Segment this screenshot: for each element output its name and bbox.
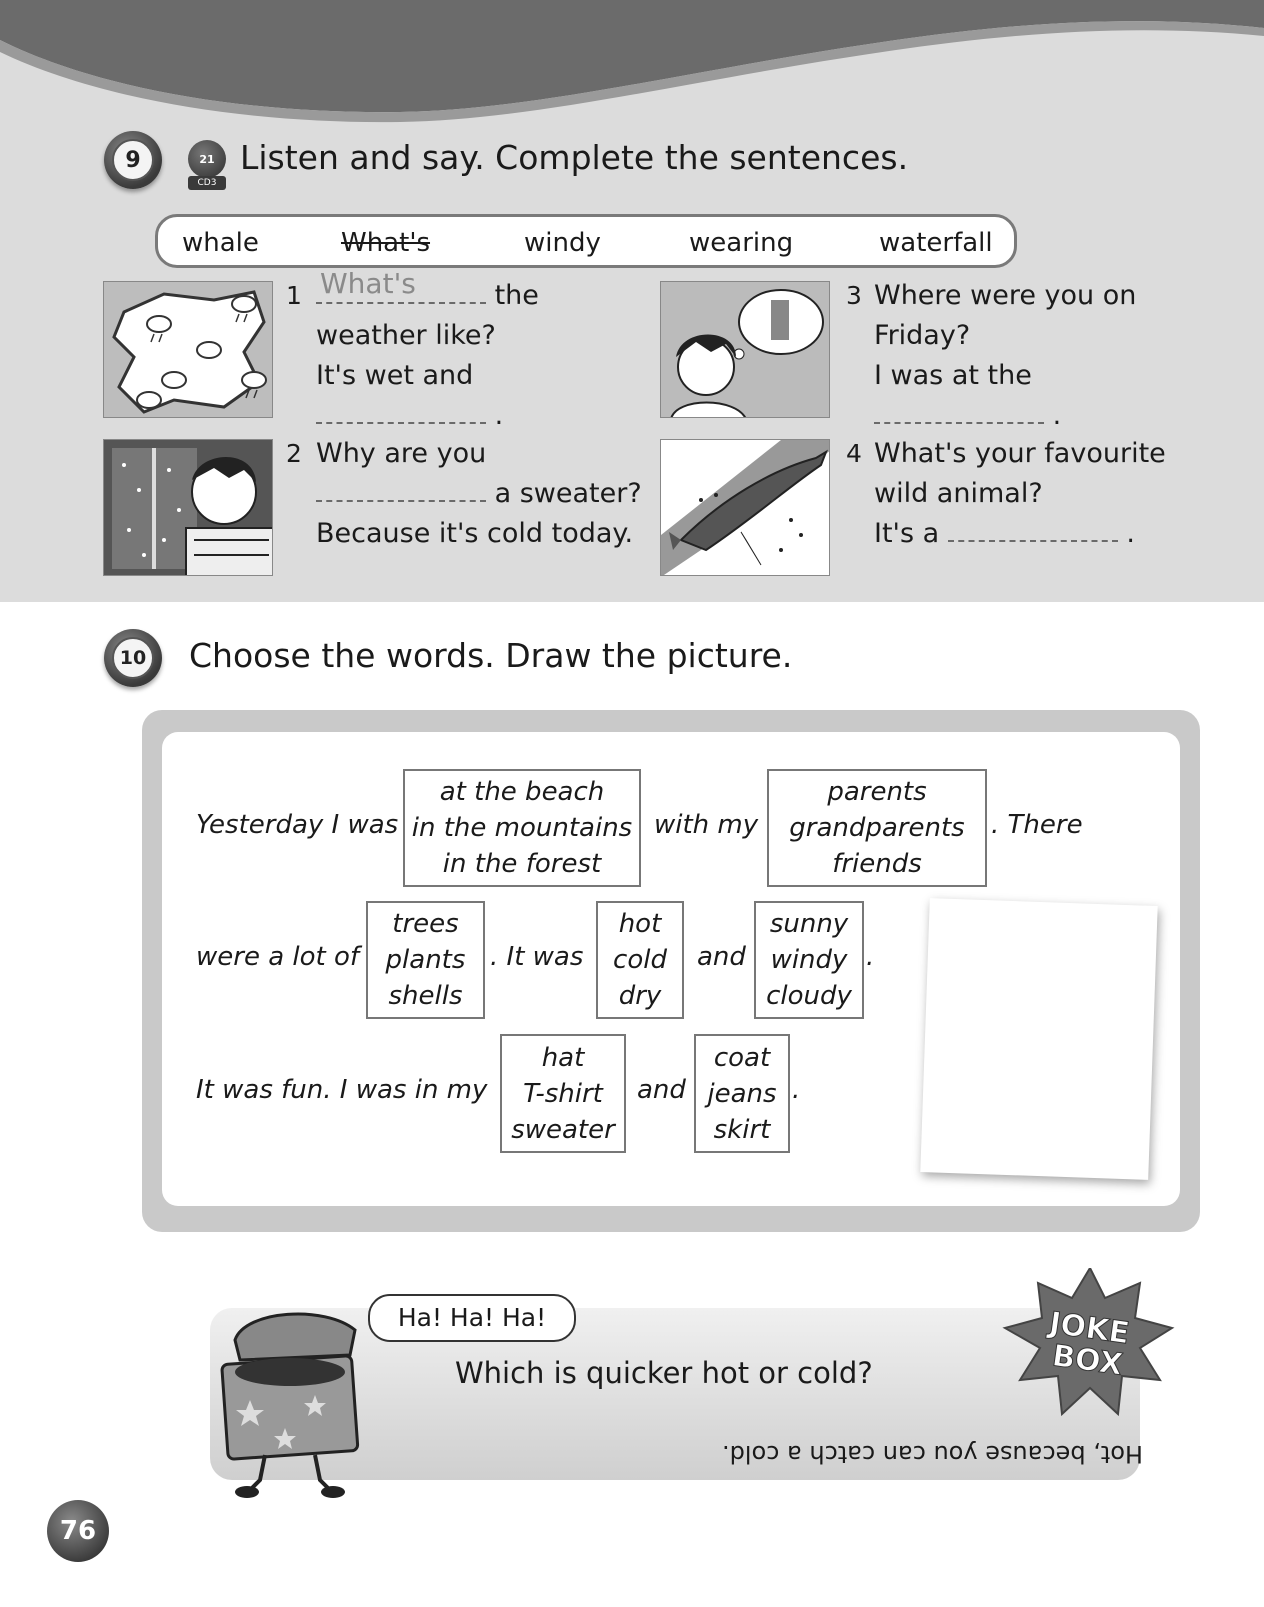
item-3-number: 3	[846, 281, 862, 310]
word-bank-item: whale	[182, 228, 259, 258]
row-2-after: .	[866, 942, 875, 972]
joke-box-badge	[1000, 1268, 1175, 1418]
item-1-text	[316, 267, 646, 436]
item-2-number: 2	[286, 439, 302, 468]
choice-option[interactable]: sweater	[511, 1114, 615, 1145]
exercise-10-badge	[104, 629, 162, 687]
item-2-text	[316, 434, 656, 554]
choice-option[interactable]: in the forest	[442, 849, 602, 879]
choice-option[interactable]: sunny	[769, 909, 849, 939]
weather-map-image	[103, 281, 273, 418]
choice-option[interactable]: cold	[613, 945, 667, 975]
item-1-answer-blank[interactable]	[316, 267, 486, 304]
item-3	[846, 276, 862, 316]
row-1-after: . There	[991, 810, 1083, 840]
item-4-number: 4	[846, 439, 862, 468]
item-3-line2: Friday?	[874, 320, 971, 351]
choice-option[interactable]: jeans	[707, 1078, 777, 1109]
choice-option[interactable]: trees	[392, 909, 459, 939]
clothes-choice-box-2[interactable]	[694, 1034, 790, 1153]
row-2-middle-2: and	[697, 942, 746, 972]
row-2-before: were a lot of	[196, 942, 360, 972]
choice-option[interactable]: windy	[770, 945, 848, 975]
exercise-9-title: Listen and say. Complete the sentences.	[240, 138, 909, 177]
joke-badge-line1: JOKE	[1047, 1305, 1132, 1352]
word-bank-item: wearing	[689, 228, 794, 258]
page-number: 76	[47, 1500, 109, 1562]
exercise-10-number: 10	[112, 637, 154, 679]
place-choice-box[interactable]	[403, 769, 641, 887]
choice-option[interactable]: plants	[385, 945, 466, 975]
joke-question: Which is quicker hot or cold?	[455, 1356, 873, 1390]
item-4-blank[interactable]	[948, 518, 1118, 542]
choice-option[interactable]: dry	[618, 981, 662, 1011]
row-3-middle: and	[637, 1075, 686, 1105]
item-4-line2: wild animal?	[874, 478, 1043, 509]
word-bank	[155, 214, 1017, 268]
whale-image	[660, 439, 830, 576]
item-1-line2: weather like?	[316, 320, 496, 351]
row-1-before: Yesterday I was	[196, 810, 399, 840]
choice-option[interactable]: at the beach	[439, 777, 605, 807]
item-1-line3: It's wet and	[316, 360, 474, 391]
item-1-answer: What's	[320, 267, 416, 300]
exercise-9-badge	[104, 131, 162, 189]
item-2-blank[interactable]	[316, 478, 486, 502]
word-bank-item: windy	[524, 228, 601, 258]
choice-option[interactable]: in the mountains	[411, 813, 633, 843]
item-1	[286, 276, 302, 316]
choice-option[interactable]: friends	[832, 849, 922, 879]
people-choice-box[interactable]	[767, 769, 987, 887]
item-1-line1: the	[494, 280, 539, 311]
boy-window-snow-image	[103, 439, 273, 576]
item-4-period: .	[1126, 518, 1135, 549]
choice-option[interactable]: shells	[388, 981, 463, 1011]
item-3-line3: I was at the	[874, 360, 1032, 391]
choice-option[interactable]: coat	[713, 1042, 771, 1073]
temperature-choice-box[interactable]	[596, 901, 684, 1019]
item-3-blank[interactable]	[874, 400, 1044, 424]
word-bank-item: waterfall	[879, 228, 993, 258]
nature-choice-box[interactable]	[366, 901, 485, 1019]
row-3-after: .	[792, 1075, 801, 1105]
exercise-10-title: Choose the words. Draw the picture.	[189, 636, 793, 675]
item-1-blank-2[interactable]	[316, 400, 486, 424]
row-1-middle: with my	[654, 810, 759, 840]
audio-track-icon[interactable]	[188, 140, 228, 188]
choice-option[interactable]: hat	[541, 1042, 585, 1073]
item-4-line3: It's a	[874, 518, 940, 549]
item-4	[846, 434, 862, 474]
item-3-line1: Where were you on	[874, 280, 1137, 311]
choice-option[interactable]: grandparents	[789, 813, 965, 843]
choice-option[interactable]: cloudy	[766, 981, 852, 1011]
item-2-line1: Why are you	[316, 438, 487, 469]
audio-cd-label: CD3	[188, 176, 226, 190]
row-3-before: It was fun. I was in my	[196, 1075, 488, 1105]
weather-choice-box[interactable]	[754, 901, 864, 1019]
exercise-9-number: 9	[112, 139, 154, 181]
speech-bubble: Ha! Ha! Ha!	[368, 1294, 576, 1342]
item-2-line3: Because it's cold today.	[316, 518, 634, 549]
item-1-period: .	[494, 400, 504, 431]
header-wave	[0, 0, 1264, 130]
word-bank-item-crossed: What's	[341, 228, 431, 258]
drawing-area[interactable]	[920, 898, 1157, 1180]
choice-option[interactable]: T-shirt	[523, 1078, 603, 1109]
clothes-choice-box-1[interactable]	[500, 1034, 626, 1153]
item-1-number: 1	[286, 281, 302, 310]
item-4-text	[874, 434, 1204, 554]
joke-answer-upside-down: Hot, because you can catch a cold.	[722, 1440, 1143, 1468]
joke-badge-line2: BOX	[1050, 1338, 1125, 1383]
choice-option[interactable]: skirt	[713, 1114, 771, 1145]
item-3-period: .	[1052, 400, 1062, 431]
choice-option[interactable]: parents	[827, 777, 927, 807]
item-2-line2: a sweater?	[494, 478, 642, 509]
item-3-text	[874, 276, 1204, 436]
audio-track-number: 21	[188, 140, 226, 178]
choice-option[interactable]: hot	[618, 909, 662, 939]
item-2	[286, 434, 302, 474]
boy-thinking-waterfall-image	[660, 281, 830, 418]
row-2-middle-1: . It was	[490, 942, 584, 972]
treasure-chest-icon	[205, 1300, 375, 1500]
item-4-line1: What's your favourite	[874, 438, 1166, 469]
